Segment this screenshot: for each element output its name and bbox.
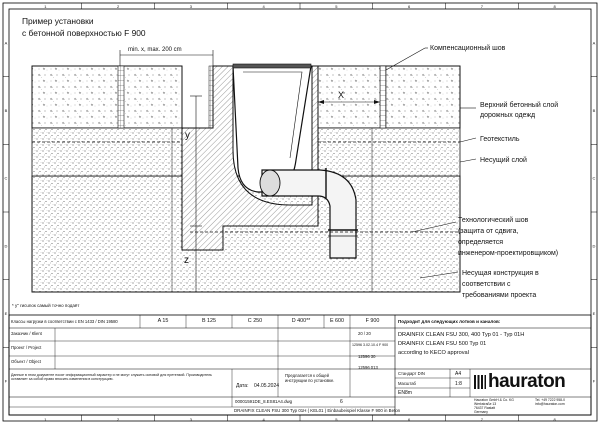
callout-top-concrete-line2: дорожных одежд xyxy=(480,112,536,119)
expansion-joint-mid-left xyxy=(209,66,213,128)
client-row: Заказчик / Кlient xyxy=(11,331,42,336)
company-address-2: Werkstraße 13 xyxy=(474,402,497,406)
callout-construction-joint-line1: Технологический шов xyxy=(458,217,529,224)
frame-column-number: 6 xyxy=(408,4,411,9)
company-address-4: Germany xyxy=(474,410,488,414)
frame-column-number: 3 xyxy=(189,417,192,422)
product-line-2: DRAINFIX CLEAN FSU 500 Typ 01 xyxy=(398,341,487,347)
unit-value: EN8m xyxy=(398,390,412,396)
standard-label: Стандарт DIN xyxy=(398,371,425,376)
logo-icon xyxy=(474,375,486,389)
frame-row-letter: A xyxy=(592,40,596,46)
frame-row-letter: C xyxy=(4,175,8,181)
leader-bearing-layer xyxy=(460,159,476,162)
disclaimer: Данные в этом документе носят информационный характер и не могут служить основой для претензий. Производитель оставляет за собой право вносить изменения в конструкцию. xyxy=(11,373,212,382)
pipe-opening xyxy=(260,170,280,196)
dim-y-label: y xyxy=(185,130,190,141)
code-3: 12596 30 xyxy=(358,354,376,359)
drawing-title-line1: Пример установки xyxy=(22,16,94,26)
callout-construction-joint-line4: инженером-проектировщиком) xyxy=(458,250,559,257)
left-bearing-layer xyxy=(32,128,182,176)
right-bearing-layer xyxy=(318,128,460,176)
callout-load-bearing-line2: соответствии с xyxy=(462,281,511,288)
callout-load-bearing-line1: Несущая конструкция в xyxy=(462,270,539,277)
frame-column-number: 2 xyxy=(117,417,120,422)
dim-z-label: z xyxy=(184,255,189,266)
format-value: A4 xyxy=(455,371,462,377)
product-header: Подходит для следующих лотков и каналов: xyxy=(398,319,501,324)
project-row: Проект / Project xyxy=(11,345,42,350)
frame-row-letter: F xyxy=(592,378,596,384)
callout-geotextile: Геотекстиль xyxy=(480,136,520,143)
load-class-cell: C 250 xyxy=(247,318,263,324)
callout-construction-joint-line2: (защита от сдвига, xyxy=(458,228,519,235)
load-class-cell: E 600 xyxy=(329,318,345,324)
callout-load-bearing-line3: требованиями проекта xyxy=(462,292,537,299)
company-contact-2: info@hauraton.com xyxy=(535,402,565,406)
callout-expansion-joint: Компенсационный шов xyxy=(430,45,506,52)
product-line-1: DRAINFIX CLEAN FSU 300, 400 Typ 01 - Typ 01H xyxy=(398,332,525,338)
hauraton-logo xyxy=(474,371,588,395)
frame-row-letter: B xyxy=(4,108,8,113)
frame-row-letter: B xyxy=(592,108,596,113)
frame-column-number: 7 xyxy=(480,417,483,422)
dim-top-label: min. x, max. 200 cm xyxy=(128,47,182,53)
dim-x-label: X xyxy=(338,90,345,100)
date-value: 04.05.2024 xyxy=(254,383,280,389)
frame-column-number: 7 xyxy=(480,4,483,9)
load-class-cell: A 15 xyxy=(157,318,169,324)
frame-column-number: 5 xyxy=(335,4,338,9)
drawing-number: 00001591DE_8.ES81A4.dwg xyxy=(235,399,293,404)
frame-row-letter: D xyxy=(592,243,596,249)
leader-geotextile xyxy=(460,138,476,142)
frame-column-number: 5 xyxy=(335,417,338,422)
frame-column-number: 3 xyxy=(189,4,192,9)
load-classes-label: Классы нагрузки в соответствии с EN 1433 / DIN 19580 xyxy=(11,319,118,324)
cross-section xyxy=(32,47,460,292)
left-top-concrete xyxy=(32,66,182,128)
load-class-cell: F 900 xyxy=(365,318,380,324)
expansion-joint-right xyxy=(380,66,386,128)
product-line-3: according to KECO approval xyxy=(398,350,469,356)
frame-column-number: 1 xyxy=(44,4,47,9)
frame-column-number: 4 xyxy=(262,417,265,422)
date-label: Дата: xyxy=(236,383,249,389)
callout-top-concrete-line1: Верхний бетонный слой xyxy=(480,102,559,109)
company-address-3: 76437 Rastatt xyxy=(474,406,496,410)
code-4: 12596 013 xyxy=(358,365,378,370)
frame-row-letter: C xyxy=(592,175,596,181)
frame-row-letter: D xyxy=(4,243,8,249)
grating xyxy=(233,64,311,68)
frame-column-number: 6 xyxy=(408,417,411,422)
frame-row-letter: E xyxy=(4,311,8,316)
company-address-1: Hauraton GmbH & Co. KG xyxy=(474,398,514,402)
frame-column-number: 1 xyxy=(44,417,47,422)
frame-row-letter: E xyxy=(592,311,596,316)
frame-column-number: 2 xyxy=(117,4,120,9)
frame-column-number: 8 xyxy=(553,4,556,9)
footnote: * y" rисunок самый точно подаёт xyxy=(12,303,80,308)
frame-row-letter: A xyxy=(4,40,8,46)
load-class-cell: D 400** xyxy=(291,318,311,324)
callout-bearing-layer: Несущий слой xyxy=(480,157,527,164)
expansion-joint-left xyxy=(118,66,124,128)
bottom-caption: DRAINFIX CLEAN FSU 300 Typ 01H ( KEL01 ) Einbaubeispiel Klasse F 900 in Beton xyxy=(234,408,401,413)
drawing-title-line2: с бетонной поверхностью F 900 xyxy=(22,28,146,38)
scale-label: Масштаб xyxy=(398,381,416,386)
code-1: 20 / 20 xyxy=(358,331,371,336)
object-row: Объект / Object xyxy=(11,359,41,364)
frame-row-letter: F xyxy=(4,378,8,384)
frame-column-number: 4 xyxy=(262,4,265,9)
scale-value: 1:8 xyxy=(455,381,462,387)
callout-construction-joint-line3: определяется xyxy=(458,239,504,246)
code-2: 12596 3.02.10.4 F 900 xyxy=(352,343,389,347)
logo-wordmark: hauraton xyxy=(488,371,566,392)
load-class-cell: B 125 xyxy=(201,318,217,324)
installation-note: Предлагается к общей инструкции по установке. xyxy=(285,373,335,384)
company-contact-1: Tel. +49 7222 958-0 xyxy=(535,398,566,402)
sheet-number: 6 xyxy=(340,399,343,405)
frame-column-number: 8 xyxy=(553,417,556,422)
